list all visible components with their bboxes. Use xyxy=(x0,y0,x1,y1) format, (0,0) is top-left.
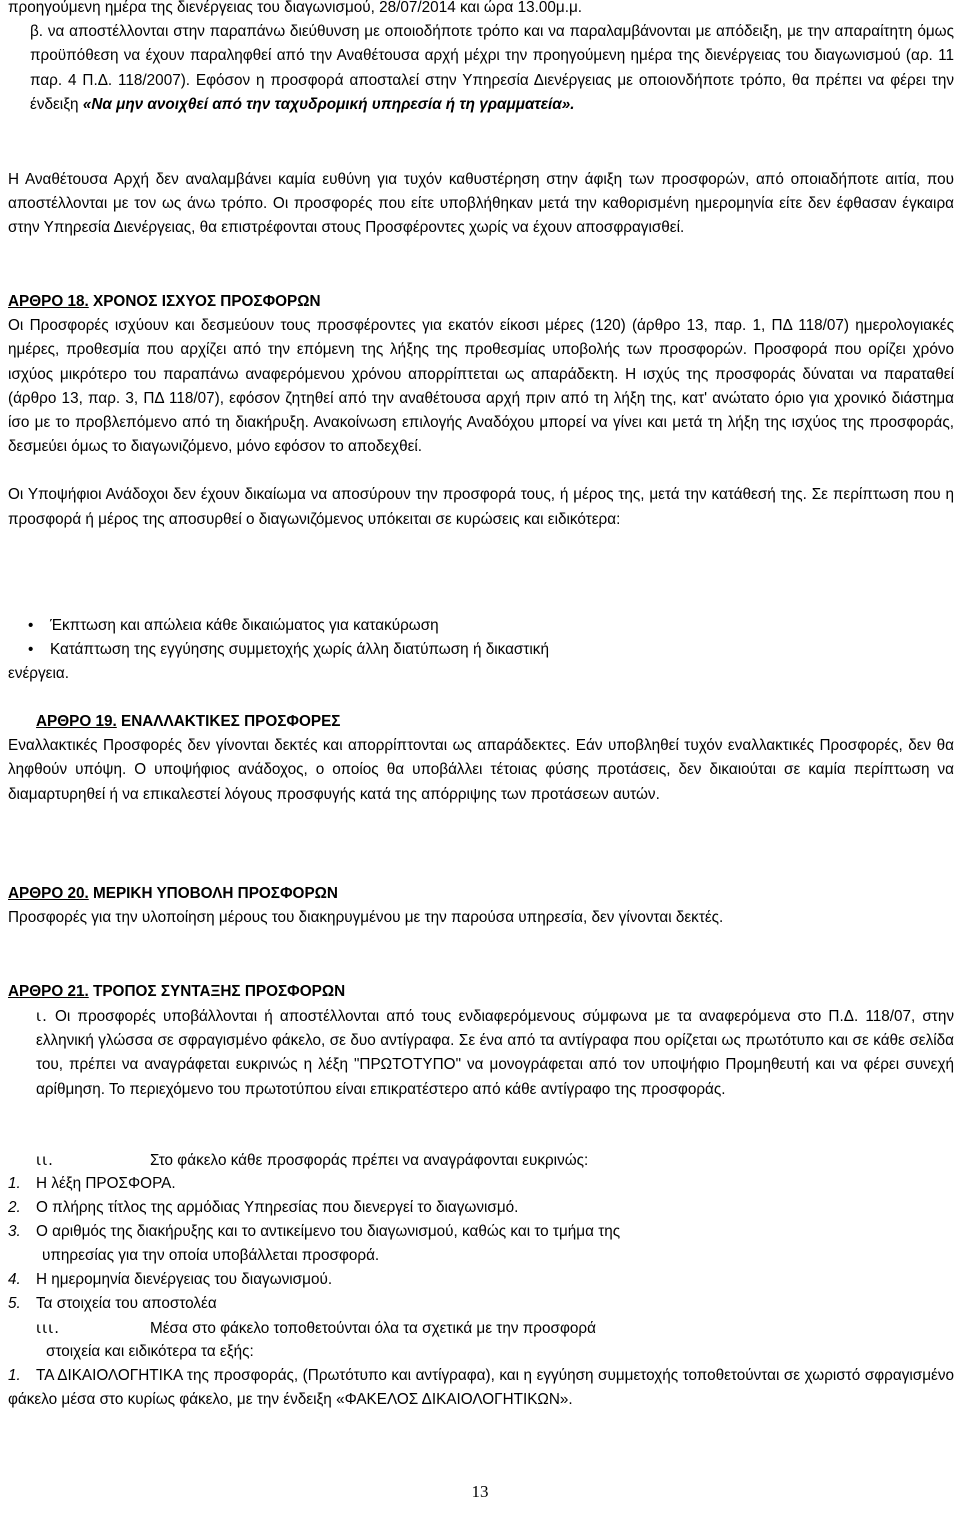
contents-list-item xyxy=(8,1364,954,1412)
list-number: 3. xyxy=(8,1223,21,1240)
article-19-heading xyxy=(8,710,954,734)
article-18-paragraph-1: Οι Προσφορές ισχύουν και δεσμεύουν τους προσφέροντες για εκατόν είκοσι μέρες (120) (άρθρο 13, παρ. 1, ΠΔ 118/07) ημερολογιακές ημέρες, προθεσμία που αρχίζει από την επόμενη της λήξης της προθεσμίας υποβολής των προσφορών. Προσφορά που ορίζει χρόνο ισχύος μικρότερο του παραπάνω αναφερόμενου χρόνου απορρίπτεται ως απαράδεκτη. Η ισχύς της προσφοράς δύναται να παραταθεί (άρθρο 13, παρ. 3, ΠΔ 118/07), εφόσον ζητηθεί από την αναθέτουσα αρχή πριν από τη λήξη της, κατ' ανώτατο όριο για χρονικό διάστημα ίσο με το προβλεπόμενο από τη διακήρυξη. Ανακοίνωση επιλογής Αναδόχου μπορεί να γίνει και μετά τη λήξη της ισχύος της προσφοράς, δεσμεύει όμως το διαγωνιζόμενο, μόνο εφόσον το αποδεχθεί. xyxy=(8,317,954,456)
intro-b-label: β. xyxy=(30,23,44,41)
article-19-paragraph: Εναλλακτικές Προσφορές δεν γίνονται δεκτές και απορρίπτονται ως απαράδεκτες. Εάν υποβληθεί τυχόν εναλλακτικές Προσφορές, δεν θα ληφθούν υπόψη. Ο υποψήφιος ανάδοχος, ο οποίος θα υποβάλλει τέτοιας φύσης προτάσεις, δεν δικαιούται σε καμία περίπτωση να διαμαρτυρηθεί ή να επικαλεστεί λόγους προσφυγής κατά της απόρριψης των προτάσεων αυτών. xyxy=(8,737,954,803)
article-20-paragraph: Προσφορές για την υλοποίηση μέρους του διακηρυγμένου με την παρούσα υπηρεσία, δεν γίνονται δεκτές. xyxy=(8,909,724,927)
list-number: 2. xyxy=(8,1199,21,1216)
intro-section xyxy=(8,0,954,117)
article-21-item-3-cont-text: στοιχεία και ειδικότερα τα εξής: xyxy=(46,1343,254,1360)
article-21-item-3-cont xyxy=(46,1340,954,1364)
liability-paragraph: Η Αναθέτουσα Αρχή δεν αναλαμβάνει καμία ευθύνη για τυχόν καθυστέρηση στην άφιξη των προσφορών, από οποιαδήποτε αιτία, που αποστέλλονται με τον ως άνω τρόπο. Οι προσφορές που είτε υποβλήθηκαν μετά την καθορισμένη ημερομηνία είτε δεν έφθασαν έγκαιρα στην Υπηρεσία Διενέργειας, θα επιστρέφονται στους Προσφέροντες χωρίς να έχουν αποσφραγισθεί. xyxy=(8,171,954,237)
article-21-item-3 xyxy=(36,1316,954,1341)
article-18-number: ΑΡΘΡΟ 18. xyxy=(8,293,89,310)
list-number: 4. xyxy=(8,1271,21,1288)
intro-b-quote: «Να μην ανοιχθεί από την ταχυδρομική υπηρεσία ή τη γραμματεία». xyxy=(82,95,575,113)
article-18-heading xyxy=(8,290,954,314)
envelope-list-item xyxy=(8,1292,954,1316)
article-21-item-2-text: Στο φάκελο κάθε προσφοράς πρέπει να αναγράφονται ευκρινώς: xyxy=(150,1152,589,1169)
article-21-item-1-text: Οι προσφορές υποβάλλονται ή αποστέλλονται από τους ενδιαφερόμενους σύμφωνα με τα αναφερόμενα στο Π.Δ. 118/07, στην ελληνική γλώσσα σε σφραγισμένο φάκελο, σε δυο αντίγραφα. Σε ένα από τα αντίγραφα που ορίζεται ως πρωτότυπο και σε κάθε σελίδα του, πρέπει να αναγράφεται ευκρινώς η λέξη "ΠΡΩΤΟΤΥΠΟ" να μονογράφεται από τον υποψήφιο Προμηθευτή και να φέρει συνεχή αρίθμηση. Το περιεχόμενο του πρωτοτύπου είναι επικρατέστερο από κάθε αντίγραφο της προσφοράς. xyxy=(36,1008,954,1098)
envelope-list-item xyxy=(8,1172,954,1196)
article-18-paragraph-2: Οι Υποψήφιοι Ανάδοχοι δεν έχουν δικαίωμα να αποσύρουν την προσφορά τους, ή μέρος της, μετά την κατάθεσή της. Σε περίπτωση που η προσφορά ή μέρος της αποσυρθεί ο διαγωνιζόμενος υπόκειται σε κυρώσεις και ειδικότερα: xyxy=(8,486,954,528)
article-19-number: ΑΡΘΡΟ 19. xyxy=(36,713,117,730)
bullet-text-2: Κατάπτωση της εγγύησης συμμετοχής χωρίς άλλη διατύπωση ή δικαστική xyxy=(50,641,549,658)
article-19-title: ΕΝΑΛΛΑΚΤΙΚΕΣ ΠΡΟΣΦΟΡΕΣ xyxy=(116,713,341,730)
list-item-text: Ο πλήρης τίτλος της αρμόδιας Υπηρεσίας που διενεργεί το διαγωνισμό. xyxy=(36,1199,519,1216)
envelope-list-item xyxy=(8,1220,954,1268)
bullet-item xyxy=(28,638,954,662)
list-item-text: Η ημερομηνία διενέργειας του διαγωνισμού. xyxy=(36,1271,333,1288)
intro-line: προηγούμενη ημέρα της διενέργειας του διαγωνισμού, 28/07/2014 και ώρα 13.00μ.μ. xyxy=(8,0,583,16)
list-item-text: Τα στοιχεία του αποστολέα xyxy=(36,1295,217,1312)
intro-b-text: να αποστέλλονται στην παραπάνω διεύθυνση με οποιοδήποτε τρόπο και να παραλαμβάνονται με απόδειξη, με την απαραίτητη όμως προϋπόθεση να έχουν παραληφθεί από την Αναθέτουσα αρχή μέχρι την προηγούμενη ημέρα της διενέργειας του διαγωνισμού (αρ. 11 παρ. 4 Π.Δ. 118/2007). Εφόσον η προσφορά αποσταλεί στην Υπηρεσία Διενέργειας με οποιονδήποτε τρόπο, θα πρέπει να φέρει την ένδειξη xyxy=(30,23,954,113)
list-marker: ι. xyxy=(36,1007,48,1025)
article-20-number: ΑΡΘΡΟ 20. xyxy=(8,885,89,902)
article-21-title: ΤΡΟΠΟΣ ΣΥΝΤΑΞΗΣ ΠΡΟΣΦΟΡΩΝ xyxy=(88,983,346,1000)
liability-section xyxy=(8,168,954,241)
bullet-text-1: Έκπτωση και απώλεια κάθε δικαιώματος για κατακύρωση xyxy=(50,617,439,634)
list-number: 5. xyxy=(8,1295,21,1312)
list-number: 1. xyxy=(8,1367,21,1384)
intro-paragraph-b xyxy=(8,20,954,117)
page-number: 13 xyxy=(471,1482,489,1501)
article-20-heading xyxy=(8,882,954,906)
bullet-tail-text: ενέργεια. xyxy=(8,665,69,682)
envelope-list-item xyxy=(8,1196,954,1220)
article-20-title: ΜΕΡΙΚΗ ΥΠΟΒΟΛΗ ΠΡΟΣΦΟΡΩΝ xyxy=(88,885,338,902)
bullet-tail xyxy=(8,662,954,686)
envelope-list-item xyxy=(8,1268,954,1292)
bullet-icon: • xyxy=(28,617,34,634)
list-marker: ιιι. xyxy=(36,1319,60,1337)
list-item-continuation: υπηρεσίας για την οποία υποβάλλεται προσφορά. xyxy=(42,1247,380,1265)
list-item-text: Ο αριθμός της διακήρυξης και το αντικείμενο του διαγωνισμού, καθώς και το τμήμα της xyxy=(36,1223,621,1240)
article-21-heading xyxy=(8,980,954,1004)
list-marker: ιι. xyxy=(36,1151,54,1169)
bullet-icon: • xyxy=(28,641,34,658)
article-21-item-2 xyxy=(36,1148,954,1173)
article-19 xyxy=(8,710,954,807)
article-18-title: ΧΡΟΝΟΣ ΙΣΧΥΟΣ ΠΡΟΣΦΟΡΩΝ xyxy=(88,293,321,310)
article-21-item-3-text: Μέσα στο φάκελο τοποθετούνται όλα τα σχετικά με την προσφορά xyxy=(150,1320,596,1337)
bullet-item xyxy=(28,614,954,638)
article-21-item-1 xyxy=(36,1004,954,1102)
article-18 xyxy=(8,290,954,532)
article-20 xyxy=(8,882,954,930)
list-number: 1. xyxy=(8,1175,21,1192)
list-item-text: Η λέξη ΠΡΟΣΦΟΡΑ. xyxy=(36,1175,176,1192)
list-item-text: ΤΑ ΔΙΚΑΙΟΛΟΓΗΤΙΚΑ της προσφοράς, (Πρωτότυπο και αντίγραφα), και η εγγύηση συμμετοχής τοποθετούνται σε χωριστό σφραγισμένο φάκελο μέσα στο κυρίως φάκελο, με την ένδειξη «ΦΑΚΕΛΟΣ ΔΙΚΑΙΟΛΟΓΗΤΙΚΩΝ». xyxy=(8,1367,954,1409)
article-21 xyxy=(8,980,954,1004)
article-21-number: ΑΡΘΡΟ 21. xyxy=(8,983,89,1000)
